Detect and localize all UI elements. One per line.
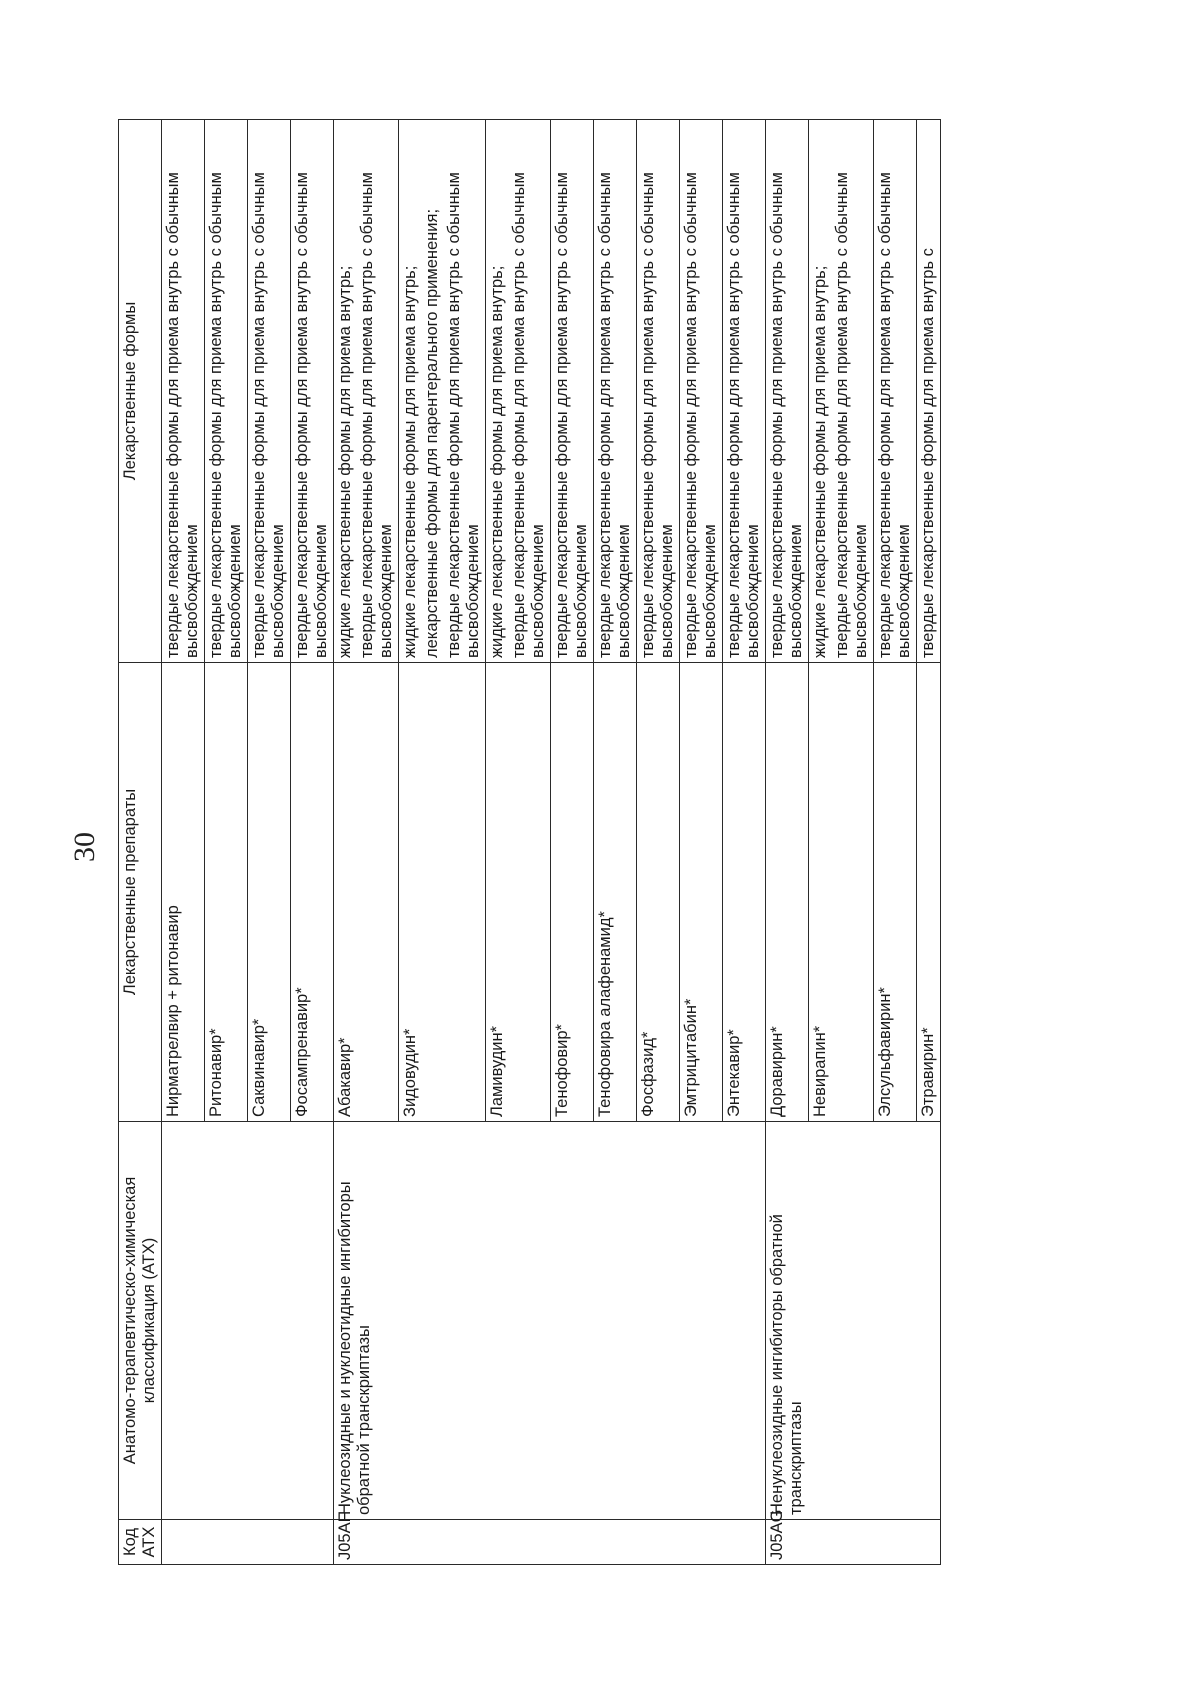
header-code: Код АТХ [119,1520,162,1565]
dosage-form-line: твердые лекарственные формы для приема внутрь с обычным высвобождением [293,172,330,658]
drug-name-cell: Энтекавир* [723,663,766,1122]
dosage-form-line: жидкие лекарственные формы для приема внутрь; [488,265,506,658]
dosage-form-line: твердые лекарственные формы для приема внутрь с обычным высвобождением [164,172,201,658]
atx-code-cell [162,1520,334,1565]
drug-name-cell: Доравирин* [766,663,809,1122]
header-drugs: Лекарственные препараты [119,663,162,1122]
dosage-form-line: жидкие лекарственные формы для приема внутрь; [401,265,419,658]
dosage-forms-cell [334,120,399,663]
dosage-forms-cell [637,120,680,663]
dosage-forms-cell [551,120,594,663]
drug-name-cell: Тенофовир* [551,663,594,1122]
table-header-row [119,120,162,1565]
drug-name-cell: Элсульфавирин* [874,663,917,1122]
dosage-forms-cell [874,120,917,663]
drug-name-cell: Ламивудин* [486,663,551,1122]
dosage-forms-cell [809,120,874,663]
dosage-form-line: твердые лекарственные формы для приема внутрь с обычным высвобождением [553,172,590,658]
header-classification: Анатомо-терапевтическо-химическая классификация (АТХ) [119,1122,162,1520]
table-row [334,120,399,1565]
dosage-forms-cell [399,120,486,663]
dosage-form-line: твердые лекарственные формы для приема внутрь с обычным высвобождением [876,172,913,658]
drug-name-cell: Нирматрелвир + ритонавир [162,663,205,1122]
page-number: 30 [68,832,101,862]
table-row [162,120,205,1565]
dosage-forms-cell [680,120,723,663]
dosage-form-line: твердые лекарственные формы для приема внутрь с обычным высвобождением [682,172,719,658]
dosage-forms-cell [766,120,809,663]
dosage-form-line: твердые лекарственные формы для приема внутрь с обычным высвобождением [207,172,244,658]
drug-name-cell: Невирапин* [809,663,874,1122]
drug-name-cell: Ритонавир* [205,663,248,1122]
dosage-forms-cell [486,120,551,663]
dosage-forms-cell [162,120,205,663]
dosage-forms-cell [205,120,248,663]
dosage-forms-cell [917,120,941,663]
drug-name-cell: Зидовудин* [399,663,486,1122]
atx-code-cell: J05AF [334,1520,766,1565]
dosage-form-line: твердые лекарственные формы для приема внутрь с обычным высвобождением [358,172,395,658]
dosage-form-line: твердые лекарственные формы для приема внутрь с обычным высвобождением [639,172,676,658]
dosage-form-line: твердые лекарственные формы для приема внутрь с обычным высвобождением [725,172,762,658]
dosage-forms-cell [594,120,637,663]
dosage-forms-cell [248,120,291,663]
dosage-forms-cell [291,120,334,663]
atx-classification-cell [162,1122,334,1520]
dosage-form-line: твердые лекарственные формы для приема внутрь с обычным высвобождением [445,172,482,658]
dosage-form-line: жидкие лекарственные формы для приема внутрь; [811,265,829,658]
table-row [766,120,809,1565]
atx-classification-cell: Ненуклеозидные ингибиторы обратной транскриптазы [766,1122,941,1520]
atx-table [118,119,941,1565]
header-forms: Лекарственные формы [119,120,162,663]
dosage-form-line: твердые лекарственные формы для приема внутрь с обычным высвобождением [510,172,547,658]
drug-name-cell: Саквинавир* [248,663,291,1122]
drug-name-cell: Тенофовира алафенамид* [594,663,637,1122]
dosage-form-line: лекарственные формы для парентерального применения; [423,208,441,658]
drug-name-cell: Фосампренавир* [291,663,334,1122]
dosage-form-line: жидкие лекарственные формы для приема внутрь; [336,265,354,658]
dosage-form-line: твердые лекарственные формы для приема внутрь с обычным высвобождением [250,172,287,658]
drug-name-cell: Этравирин* [917,663,941,1122]
dosage-forms-cell [723,120,766,663]
drug-name-cell: Эмтрицитабин* [680,663,723,1122]
drug-name-cell: Абакавир* [334,663,399,1122]
table-body [162,120,941,1565]
dosage-form-line: твердые лекарственные формы для приема внутрь с [919,248,937,658]
table-container [118,120,1078,1565]
dosage-form-line: твердые лекарственные формы для приема внутрь с обычным высвобождением [833,172,870,658]
dosage-form-line: твердые лекарственные формы для приема внутрь с обычным высвобождением [768,172,805,658]
dosage-form-line: твердые лекарственные формы для приема внутрь с обычным высвобождением [596,172,633,658]
atx-code-cell: J05AG [766,1520,941,1565]
drug-name-cell: Фосфазид* [637,663,680,1122]
atx-classification-cell: Нуклеозидные и нуклеотидные ингибиторы обратной транскриптазы [334,1122,766,1520]
